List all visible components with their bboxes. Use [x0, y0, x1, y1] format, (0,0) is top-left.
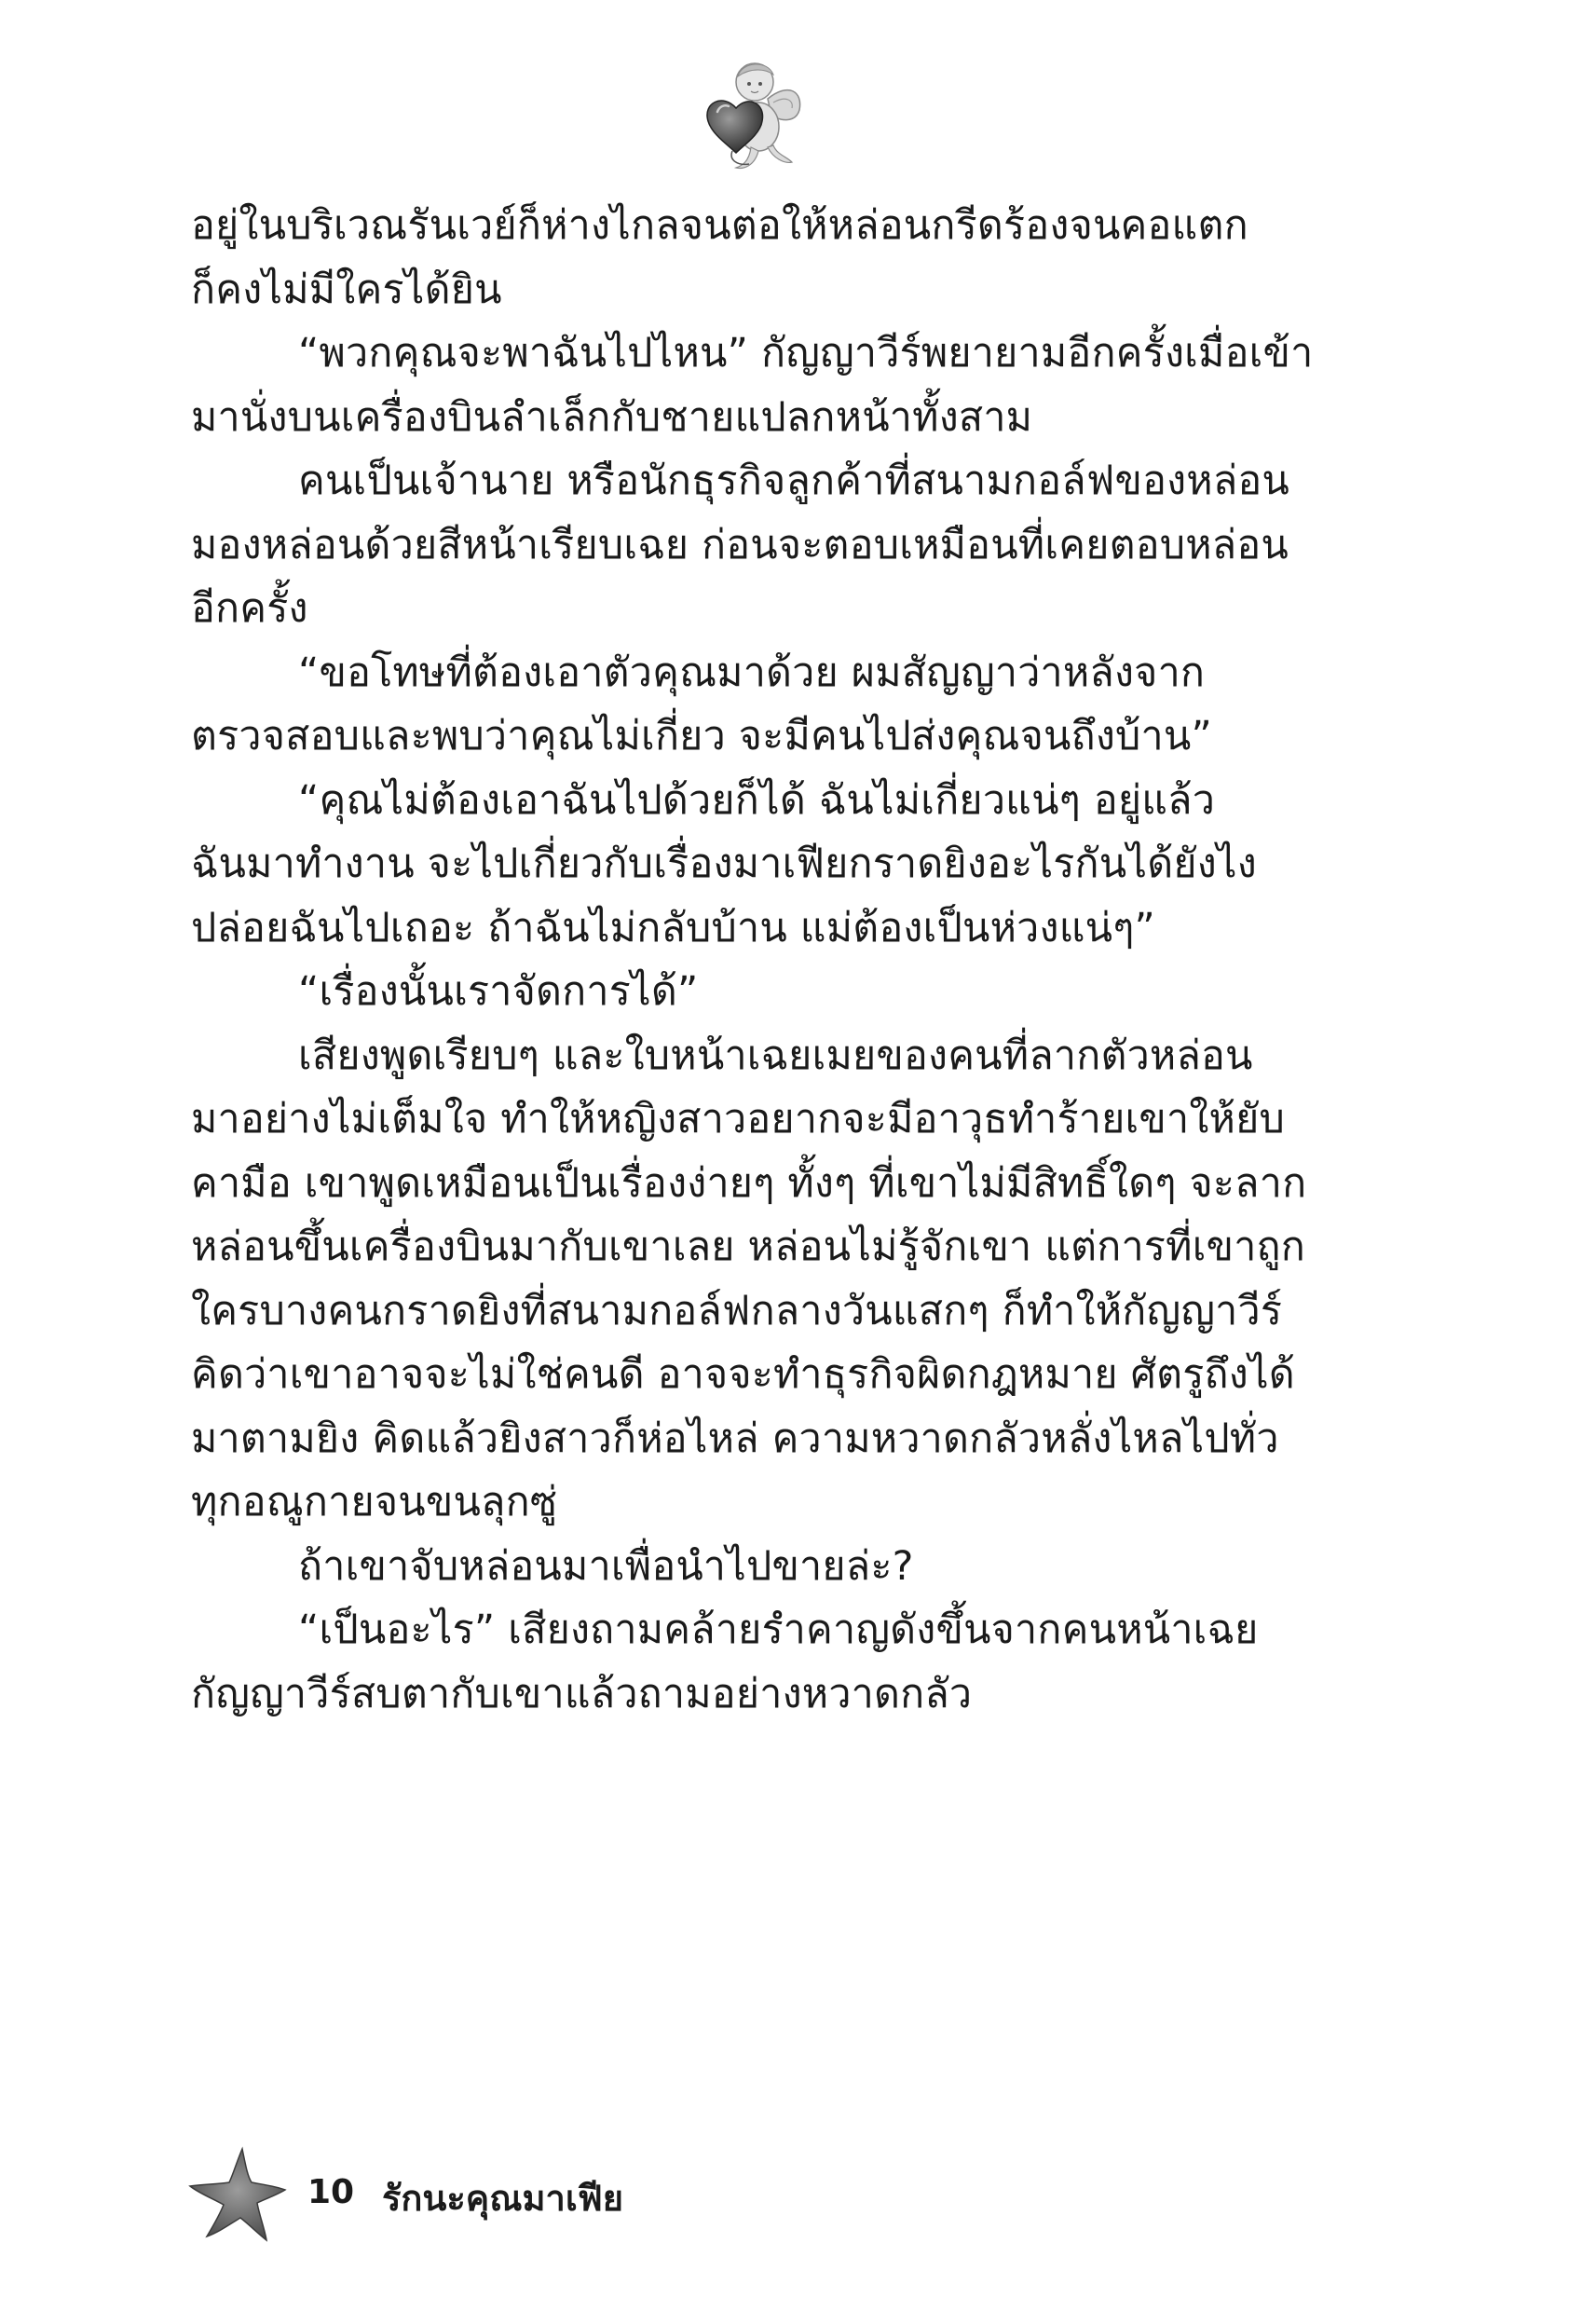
text-line: เสียงพูดเรียบๆ และใบหน้าเฉยเมยของคนที่ลากตัวหล่อน — [298, 1032, 1253, 1079]
text-line: มาตามยิง คิดแล้วยิงสาวก็ห่อไหล่ ความหวาดกลัวหลั่งไหลไปทั่ว — [191, 1415, 1279, 1462]
text-line: อยู่ในบริเวณรันเวย์ก็ห่างไกลจนต่อให้หล่อนกรีดร้องจนคอแตก — [191, 202, 1248, 249]
starfish-icon — [186, 2143, 289, 2246]
text-line: มาอย่างไม่เต็มใจ ทำให้หญิงสาวอยากจะมีอาวุธทำร้ายเขาให้ยับ — [191, 1096, 1285, 1142]
book-title: รักนะคุณมาเฟีย — [382, 2178, 624, 2219]
text-line: หล่อนขึ้นเครื่องบินมากับเขาเลย หล่อนไม่รู้จักเขา แต่การที่เขาถูก — [191, 1224, 1306, 1270]
text-line: ปล่อยฉันไปเถอะ ถ้าฉันไม่กลับบ้าน แม่ต้องเป็นห่วงแน่ๆ” — [191, 904, 1155, 951]
text-line: กัญญาวีร์สบตากับเขาแล้วถามอย่างหวาดกลัว — [191, 1670, 973, 1717]
text-line: ใครบางคนกราดยิงที่สนามกอล์ฟกลางวันแสกๆ ก็ทำให้กัญญาวีร์ — [191, 1287, 1283, 1334]
text-line: คามือ เขาพูดเหมือนเป็นเรื่องง่ายๆ ทั้งๆ ที่เขาไม่มีสิทธิ์ใดๆ จะลาก — [191, 1159, 1307, 1207]
text-line: คิดว่าเขาอาจจะไม่ใช่คนดี อาจจะทำธุรกิจผิดกฎหมาย ศัตรูถึงได้ — [191, 1351, 1295, 1398]
text-line: “เรื่องนั้นเราจัดการได้” — [298, 968, 699, 1015]
text-line: “ขอโทษที่ต้องเอาตัวคุณมาด้วย ผมสัญญาว่าหลังจาก — [298, 649, 1206, 696]
text-line: อีกครั้ง — [191, 585, 308, 632]
text-line: ทุกอณูกายจนขนลุกซู่ — [191, 1479, 558, 1525]
cupid-heart-icon — [695, 54, 807, 175]
page-footer — [186, 2143, 1025, 2246]
text-line: ก็คงไม่มีใครได้ยิน — [191, 266, 502, 313]
text-line: มานั่งบนเครื่องบินลำเล็กกับชายแปลกหน้าทั้งสาม — [191, 393, 1033, 441]
text-line: “คุณไม่ต้องเอาฉันไปด้วยก็ได้ ฉันไม่เกี่ยวแน่ๆ อยู่แล้ว — [298, 776, 1216, 824]
body-text — [191, 194, 1337, 1726]
page-number: 10 — [307, 2173, 355, 2211]
text-line: “พวกคุณจะพาฉันไปไหน” กัญญาวีร์พยายามอีกครั้งเมื่อเข้า — [298, 330, 1314, 376]
text-line: “เป็นอะไร” เสียงถามคล้ายรำคาญดังขึ้นจากคนหน้าเฉย — [298, 1607, 1259, 1653]
text-line: ตรวจสอบและพบว่าคุณไม่เกี่ยว จะมีคนไปส่งคุณจนถึงบ้าน” — [191, 713, 1212, 759]
text-line: มองหล่อนด้วยสีหน้าเรียบเฉย ก่อนจะตอบเหมือนที่เคยตอบหล่อน — [191, 521, 1289, 568]
text-line: คนเป็นเจ้านาย หรือนักธุรกิจลูกค้าที่สนามกอล์ฟของหล่อน — [298, 458, 1290, 504]
text-line: ฉันมาทำงาน จะไปเกี่ยวกับเรื่องมาเฟียกราดยิงอะไรกันได้ยังไง — [191, 841, 1257, 887]
text-line: ถ้าเขาจับหล่อนมาเพื่อนำไปขายล่ะ? — [298, 1542, 914, 1590]
